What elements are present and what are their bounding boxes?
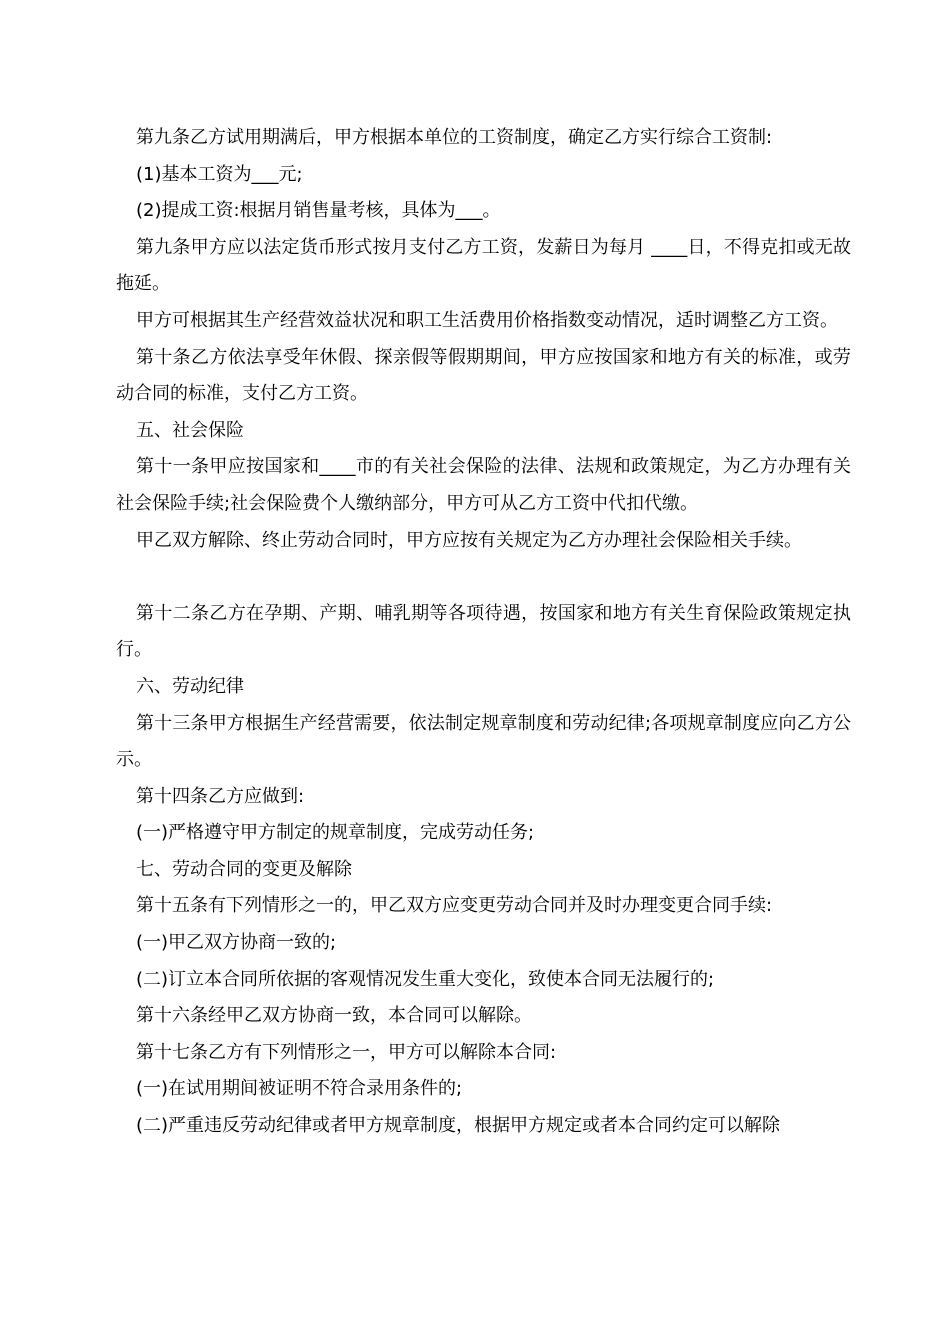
document-page — [116, 120, 851, 1145]
section-heading-contract-change: 七、劳动合同的变更及解除 — [136, 858, 352, 880]
paragraph-art9-payment: 第九条甲方应以法定货币形式按月支付乙方工资，发薪日为每月 ____日，不得克扣或无故拖延。 — [116, 236, 851, 295]
paragraph-insurance-termination: 甲乙双方解除、终止劳动合同时，甲方应按有关规定为乙方办理社会保险相关手续。 — [136, 529, 802, 551]
section-heading-labor-discipline: 六、劳动纪律 — [136, 675, 244, 697]
paragraph-obey-rules: (一)严格遵守甲方制定的规章制度，完成劳动任务; — [136, 822, 535, 844]
paragraph-circumstance-change: (二)订立本合同所依据的客观情况发生重大变化，致使本合同无法履行的; — [136, 968, 715, 990]
paragraph-art14-obligations: 第十四条乙方应做到: — [136, 785, 305, 807]
paragraph-salary-adjustment: 甲方可根据其生产经营效益状况和职工生活费用价格指数变动情况，适时调整乙方工资。 — [136, 309, 838, 331]
section-heading-social-insurance: 五、社会保险 — [136, 419, 244, 441]
paragraph-mutual-agreement: (一)甲乙双方协商一致的; — [136, 932, 337, 954]
paragraph-art9-salary-system: 第九条乙方试用期满后，甲方根据本单位的工资制度，确定乙方实行综合工资制: — [136, 127, 773, 148]
blank-line — [116, 559, 851, 596]
paragraph-commission: (2)提成工资:根据月销售量考核，具体为___。 — [136, 200, 501, 222]
paragraph-art16-termination: 第十六条经甲乙双方协商一致，本合同可以解除。 — [136, 1005, 532, 1027]
paragraph-serious-violation: (二)严重违反劳动纪律或者甲方规章制度，根据甲方规定或者本合同约定可以解除 — [136, 1115, 781, 1137]
paragraph-probation-fail: (一)在试用期间被证明不符合录用条件的; — [136, 1078, 463, 1100]
paragraph-art10-leave: 第十条乙方依法享受年休假、探亲假等假期期间，甲方应按国家和地方有关的标准，或劳动合同的标准，支付乙方工资。 — [116, 346, 851, 405]
paragraph-basic-salary: (1)基本工资为___元; — [136, 163, 303, 185]
paragraph-art15-change: 第十五条有下列情形之一的，甲乙双方应变更劳动合同并及时办理变更合同手续: — [136, 895, 773, 917]
paragraph-art12-maternity: 第十二条乙方在孕期、产期、哺乳期等各项待遇，按国家和地方有关生育保险政策规定执行。 — [116, 602, 851, 661]
paragraph-art13-rules: 第十三条甲方根据生产经营需要，依法制定规章制度和劳动纪律;各项规章制度应向乙方公示。 — [116, 712, 851, 771]
paragraph-art11-insurance: 第十一条甲应按国家和____市的有关社会保险的法律、法规和政策规定，为乙方办理有关社会保险手续;社会保险费个人缴纳部分，甲方可从乙方工资中代扣代缴。 — [116, 456, 851, 514]
paragraph-art17-dismissal: 第十七条乙方有下列情形之一，甲方可以解除本合同: — [136, 1041, 557, 1063]
